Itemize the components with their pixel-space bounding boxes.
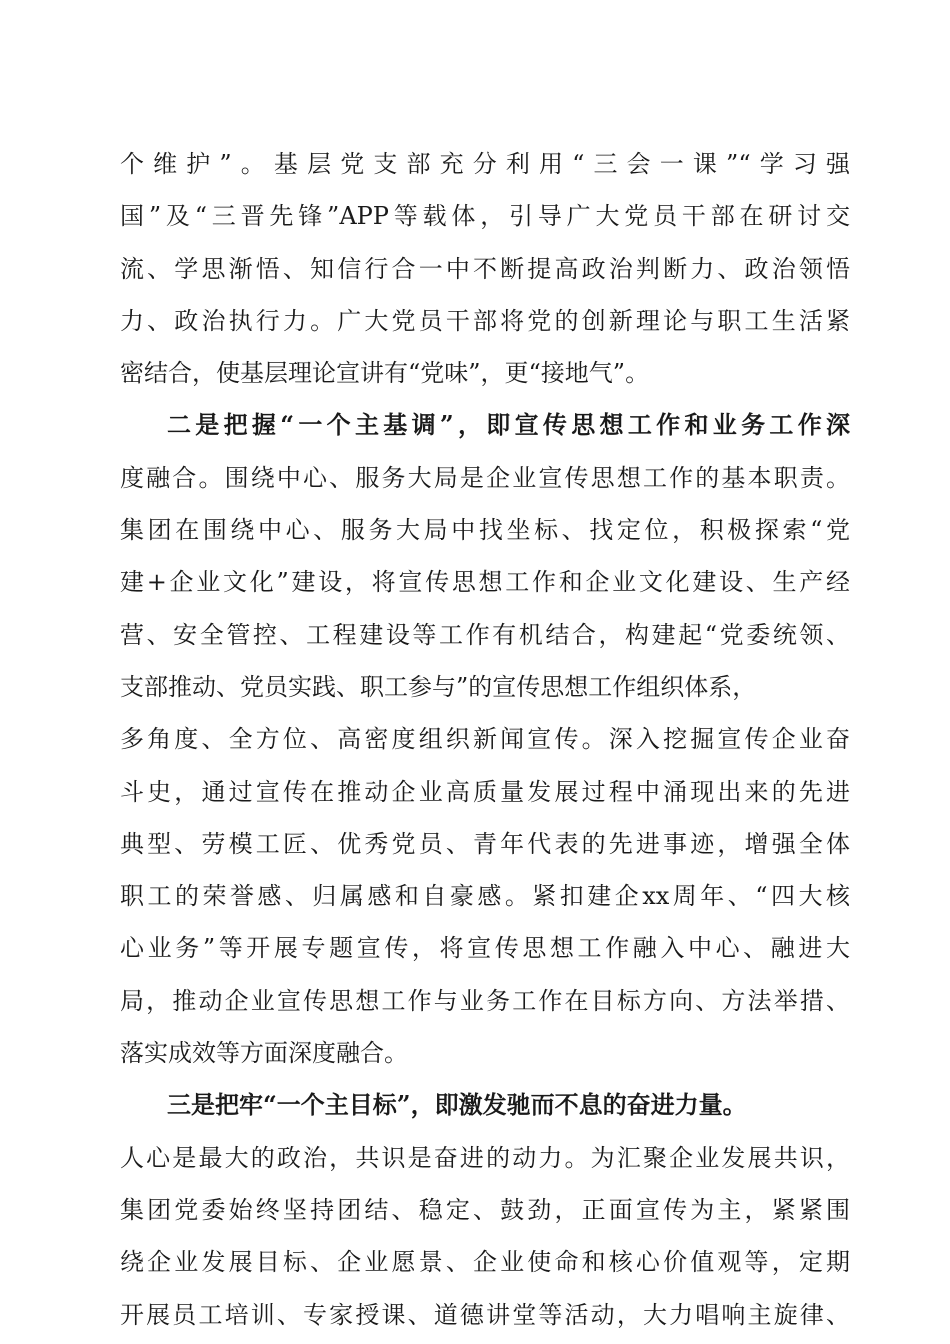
- text-line: 建+企业文化”建设，将宣传思想工作和企业文化建设、生产经: [120, 568, 850, 597]
- paragraph-heading-2: 二是把握“一个主基调”，即宣传思想工作和业务工作深: [167, 410, 850, 440]
- text-line: 集团党委始终坚持团结、稳定、鼓劲，正面宣传为主，紧紧围: [120, 1195, 850, 1224]
- text-line: 个维护”。基层党支部充分利用“三会一课”“学习强: [120, 150, 850, 178]
- text-line: 流、学思渐悟、知信行合一中不断提高政治判断力、政治领悟: [120, 254, 850, 283]
- text-line: 度融合。围绕中心、服务大局是企业宣传思想工作的基本职责。: [120, 463, 850, 492]
- text-line: 职工的荣誉感、归属感和自豪感。紧扣建企xx周年、“四大核: [120, 882, 850, 911]
- text-line: 绕企业发展目标、企业愿景、企业使命和核心价值观等，定期: [120, 1248, 850, 1277]
- text-line: 国”及“三晋先锋”APP等载体，引导广大党员干部在研讨交: [120, 202, 850, 231]
- text-line: 斗史，通过宣传在推动企业高质量发展过程中涌现出来的先进: [120, 777, 850, 806]
- text-line: 典型、劳模工匠、优秀党员、青年代表的先进事迹，增强全体: [120, 829, 850, 858]
- text-line: 支部推动、党员实践、职工参与”的宣传思想工作组织体系，: [120, 672, 757, 701]
- text-line: 落实成效等方面深度融合。: [120, 1039, 408, 1068]
- text-line: 力、政治执行力。广大党员干部将党的创新理论与职工生活紧: [120, 306, 850, 335]
- text-line: 密结合，使基层理论宣讲有“党味”，更“接地气”。: [120, 359, 650, 388]
- text-line: 集团在围绕中心、服务大局中找坐标、找定位，积极探索“党: [120, 516, 850, 545]
- text-line: 心业务”等开展专题宣传，将宣传思想工作融入中心、融进大: [120, 934, 850, 963]
- text-line: 营、安全管控、工程建设等工作有机结合，构建起“党委统领、: [120, 620, 850, 649]
- body-text: [120, 138, 850, 1341]
- text-line: 人心是最大的政治，共识是奋进的动力。为汇聚企业发展共识，: [120, 1143, 850, 1172]
- paragraph-heading-3: 三是把牢“一个主目标”，即激发驰而不息的奋进力量。: [167, 1090, 747, 1120]
- text-line: 开展员工培训、专家授课、道德讲堂等活动，大力唱响主旋律、: [120, 1300, 850, 1329]
- text-line: 局，推动企业宣传思想工作与业务工作在目标方向、方法举措、: [120, 986, 850, 1015]
- text-line: 多角度、全方位、高密度组织新闻宣传。深入挖掘宣传企业奋: [120, 725, 850, 754]
